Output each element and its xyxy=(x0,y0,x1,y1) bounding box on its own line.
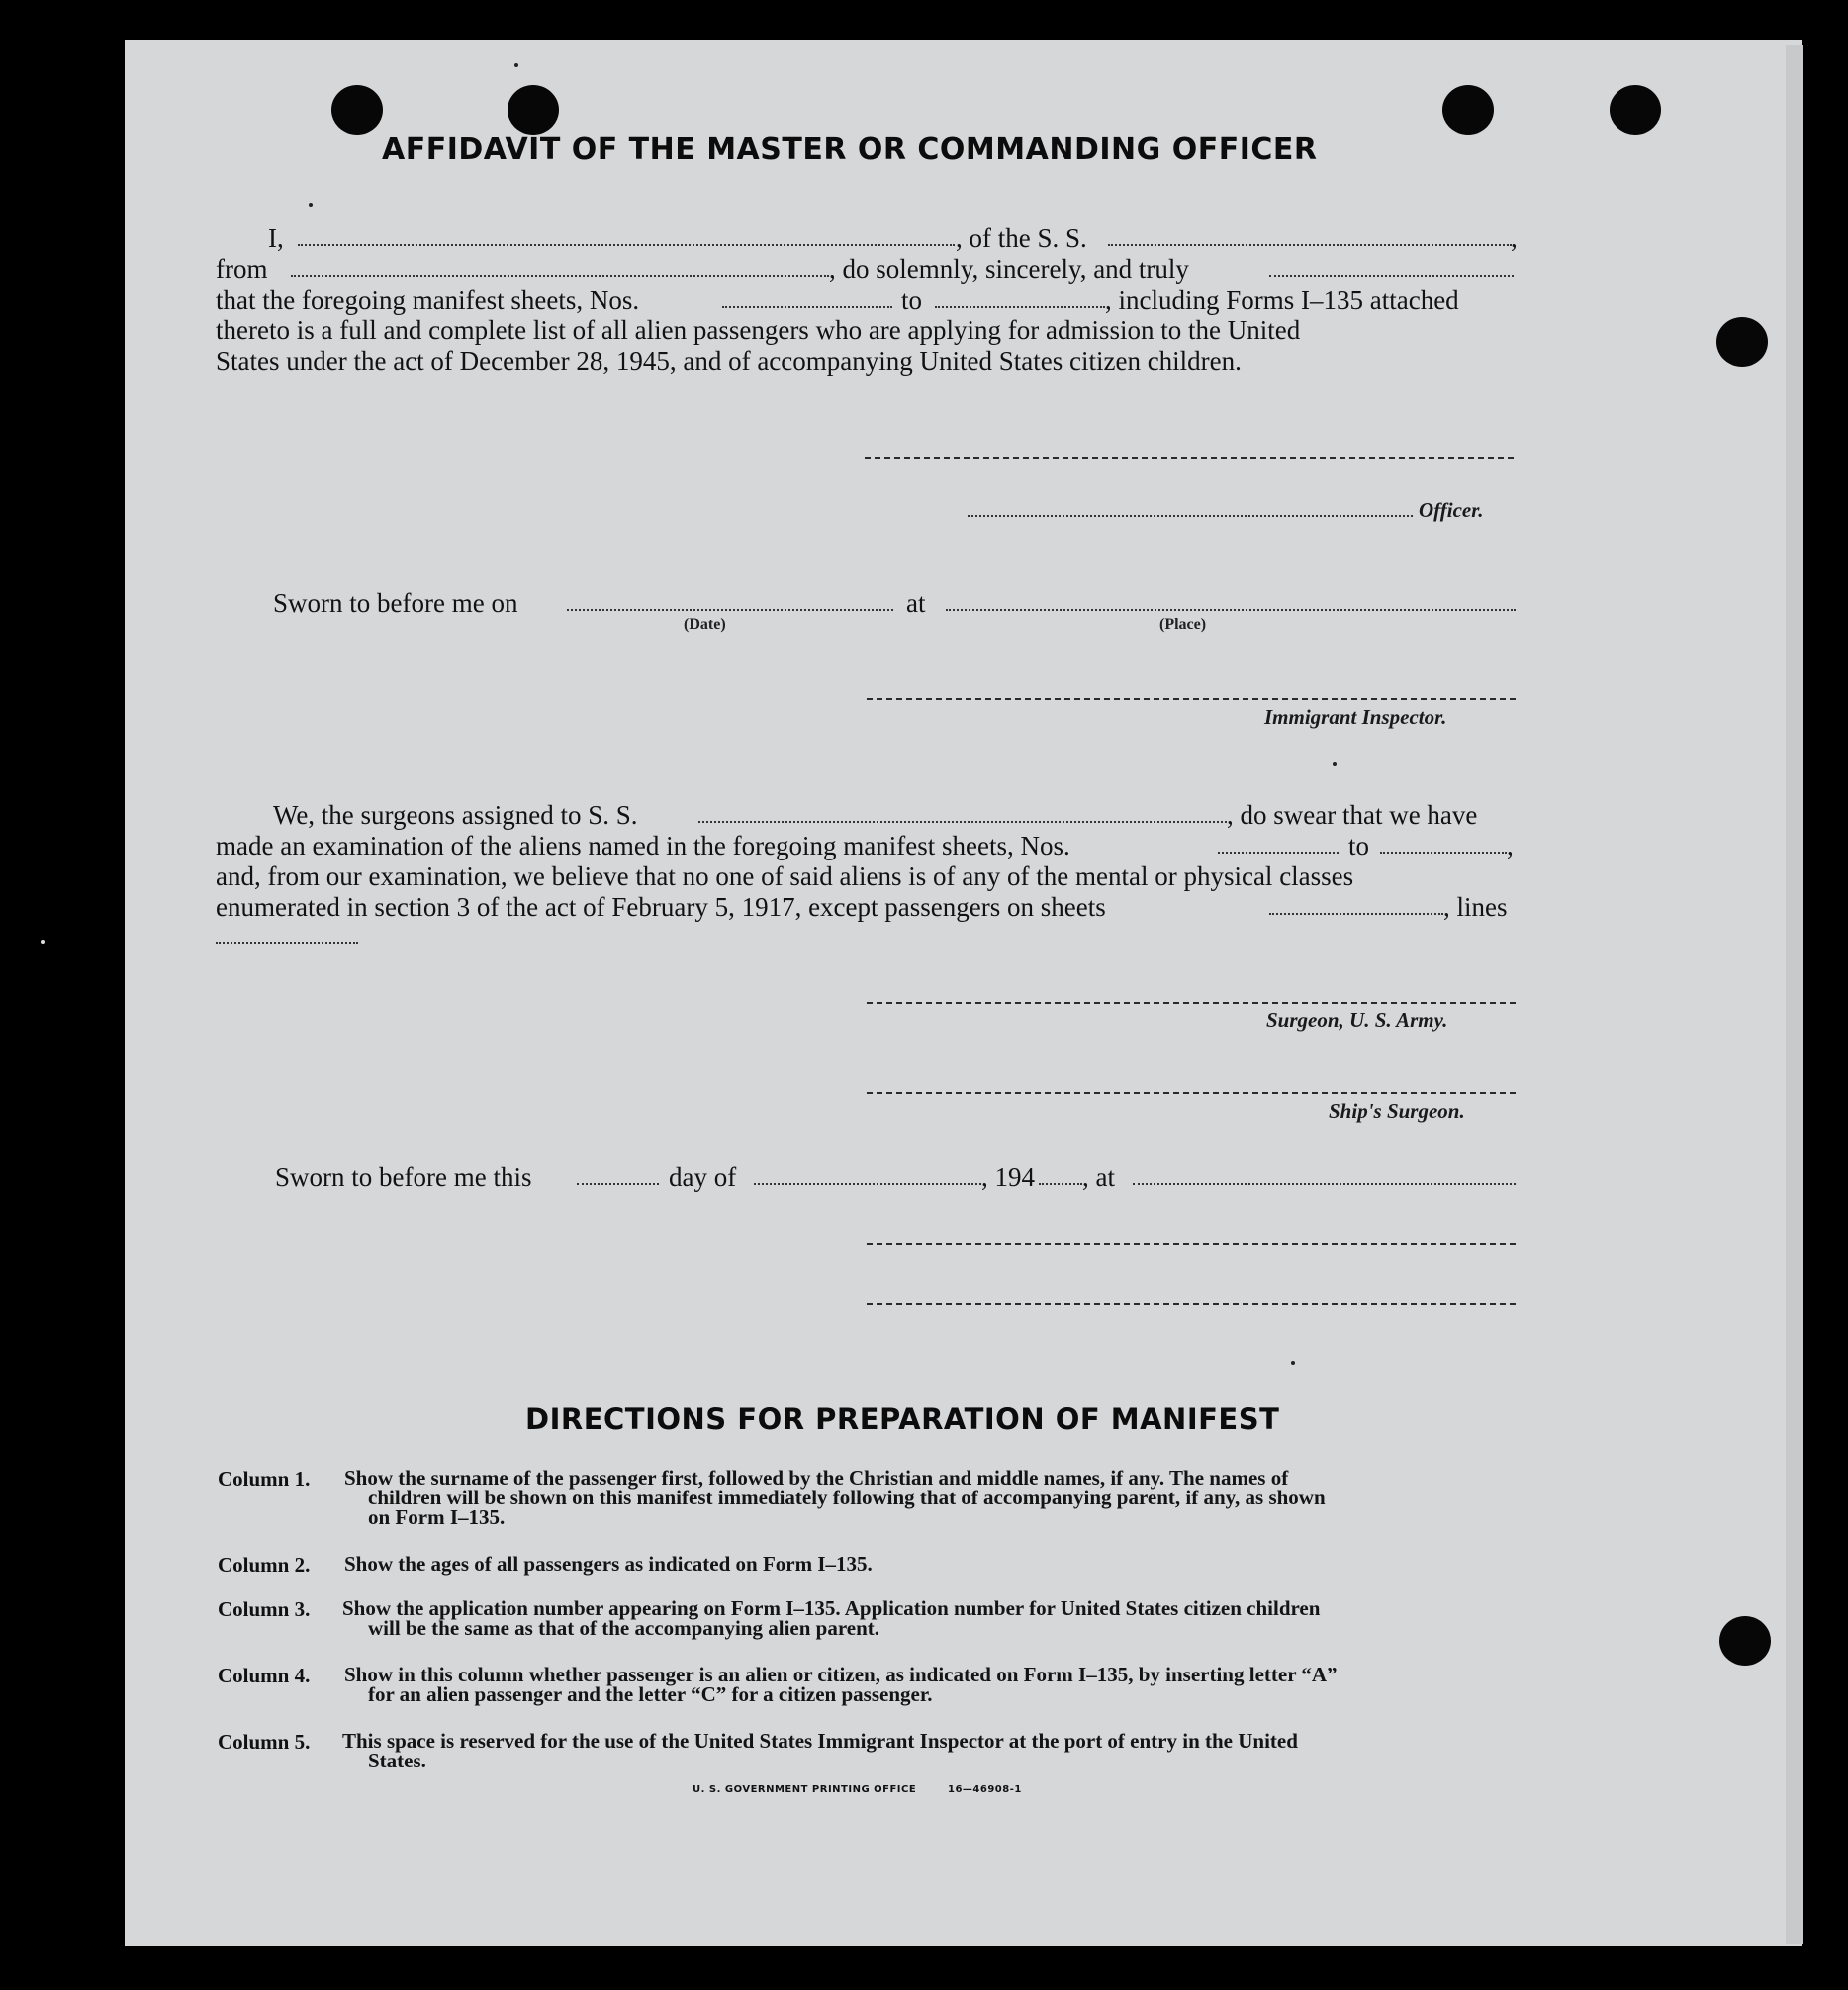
column-2-line1: Show the ages of all passengers as indicated on Form I–135. xyxy=(344,1552,873,1576)
column-2-label: Column 2. xyxy=(218,1553,311,1577)
oath-field[interactable] xyxy=(1269,275,1514,277)
officer-signature-line[interactable] xyxy=(865,457,1514,459)
surgeons-line2: made an examination of the aliens named in the foregoing manifest sheets, Nos. xyxy=(216,831,1070,860)
ship-name-field[interactable] xyxy=(1108,244,1512,246)
punch-hole xyxy=(1610,85,1661,135)
column-1-line3: on Form I–135. xyxy=(368,1505,506,1529)
inspector-signature-line[interactable] xyxy=(867,698,1516,700)
inspector-caption: Immigrant Inspector. xyxy=(1264,705,1447,729)
army-surgeon-caption: Surgeon, U. S. Army. xyxy=(1266,1008,1448,1032)
sworn-year: , 194 xyxy=(981,1162,1035,1192)
surgeons-to: to xyxy=(1348,831,1370,860)
sworn-month-field[interactable] xyxy=(754,1183,981,1185)
punch-hole xyxy=(1719,1616,1771,1666)
officer-title-line[interactable] xyxy=(968,515,1413,517)
sheets-from-field[interactable] xyxy=(722,306,892,308)
column-4-line1: Show in this column whether passenger is an alien or citizen, as indicated on Form I–135, by inserting letter “A” xyxy=(344,1663,1338,1686)
sworn-place-field[interactable] xyxy=(946,609,1516,611)
directions-title: DIRECTIONS FOR PREPARATION OF MANIFEST xyxy=(525,1402,1280,1436)
sworn-at2: , at xyxy=(1082,1162,1115,1192)
column-5-label: Column 5. xyxy=(218,1730,311,1754)
paper-speck xyxy=(309,203,313,207)
punch-hole xyxy=(508,85,559,135)
paper-speck xyxy=(514,63,518,67)
surgeon-sheets-to-field[interactable] xyxy=(1380,852,1507,854)
paper-speck xyxy=(1291,1361,1295,1365)
column-1-label: Column 1. xyxy=(218,1467,311,1491)
affidavit-title: AFFIDAVIT OF THE MASTER OR COMMANDING OFFICER xyxy=(382,133,1318,167)
column-1-line1: Show the surname of the passenger first, followed by the Christian and middle names, if any. The names of xyxy=(344,1466,1289,1490)
signature-line-1[interactable] xyxy=(867,1243,1516,1245)
surgeons-line1: We, the surgeons assigned to S. S. xyxy=(273,800,638,830)
surgeon-sheets-from-field[interactable] xyxy=(1218,852,1339,854)
form-code: 16—46908-1 xyxy=(948,1784,1022,1795)
signature-line-2[interactable] xyxy=(867,1303,1516,1305)
master-name-field[interactable] xyxy=(298,244,955,246)
column-4-label: Column 4. xyxy=(218,1664,311,1687)
place-caption: (Place) xyxy=(1159,616,1207,633)
sworn-day-of: day of xyxy=(669,1162,737,1192)
column-5-line1: This space is reserved for the use of the United States Immigrant Inspector at the port of entry in the United xyxy=(342,1729,1298,1753)
port-from-field[interactable] xyxy=(291,275,829,277)
surgeons-line3: and, from our examination, we believe that no one of said aliens is of any of the mental or physical classes xyxy=(216,861,1354,891)
sworn-at: at xyxy=(906,588,926,618)
surgeons-lines: , lines xyxy=(1443,892,1508,922)
sworn-year-field[interactable] xyxy=(1039,1183,1082,1185)
affidavit-forms: , including Forms I–135 attached xyxy=(1105,285,1459,315)
except-sheets-field[interactable] xyxy=(1269,913,1443,915)
sworn-date-text: Sworn to before me on xyxy=(273,588,518,618)
except-lines-field[interactable] xyxy=(216,942,358,944)
affidavit-from: from xyxy=(216,254,268,284)
affidavit-line5: States under the act of December 28, 1945, and of accompanying United States citizen children. xyxy=(216,346,1242,376)
ship-surgeon-caption: Ship's Surgeon. xyxy=(1329,1099,1465,1123)
affidavit-sheets: that the foregoing manifest sheets, Nos. xyxy=(216,285,640,315)
column-3-label: Column 3. xyxy=(218,1597,311,1621)
affidavit-solemnly: , do solemnly, sincerely, and truly xyxy=(829,254,1189,284)
column-4-line2: for an alien passenger and the letter “C” for a citizen passenger. xyxy=(368,1682,933,1706)
surgeons-line4: enumerated in section 3 of the act of February 5, 1917, except passengers on sheets xyxy=(216,892,1106,922)
officer-caption: Officer. xyxy=(1419,498,1484,522)
column-5-line2: States. xyxy=(368,1749,426,1772)
ship-surgeon-signature-line[interactable] xyxy=(867,1092,1516,1094)
surgeons-swear: , do swear that we have xyxy=(1227,800,1478,830)
sheets-to-field[interactable] xyxy=(935,306,1105,308)
affidavit-i: I, xyxy=(268,224,284,253)
punch-hole xyxy=(1442,85,1494,135)
surgeons-comma: , xyxy=(1507,831,1514,860)
affidavit-line4: thereto is a full and complete list of all alien passengers who are applying for admission to the United xyxy=(216,316,1301,345)
sworn-place2-field[interactable] xyxy=(1133,1183,1516,1185)
sworn-this-text: Sworn to before me this xyxy=(275,1162,532,1192)
column-3-line1: Show the application number appearing on Form I–135. Application number for United States citizen children xyxy=(342,1596,1321,1620)
column-1-line2: children will be shown on this manifest immediately following that of accompanying parent, if any, as shown xyxy=(368,1486,1326,1509)
affidavit-comma: , xyxy=(1511,224,1518,253)
printer-imprint: U. S. GOVERNMENT PRINTING OFFICE xyxy=(693,1784,917,1795)
date-caption: (Date) xyxy=(684,616,726,633)
paper-speck xyxy=(41,940,45,944)
sworn-date-field[interactable] xyxy=(567,609,893,611)
surgeon-ship-field[interactable] xyxy=(698,821,1227,823)
sworn-day-field[interactable] xyxy=(577,1183,659,1185)
army-surgeon-signature-line[interactable] xyxy=(867,1002,1516,1004)
column-3-line2: will be the same as that of the accompanying alien parent. xyxy=(368,1616,880,1640)
affidavit-to: to xyxy=(901,285,923,315)
paper-speck xyxy=(1333,762,1337,766)
punch-hole xyxy=(1716,317,1768,367)
page-edge xyxy=(1786,45,1803,1944)
punch-hole xyxy=(331,85,383,135)
affidavit-of-ship: , of the S. S. xyxy=(956,224,1087,253)
